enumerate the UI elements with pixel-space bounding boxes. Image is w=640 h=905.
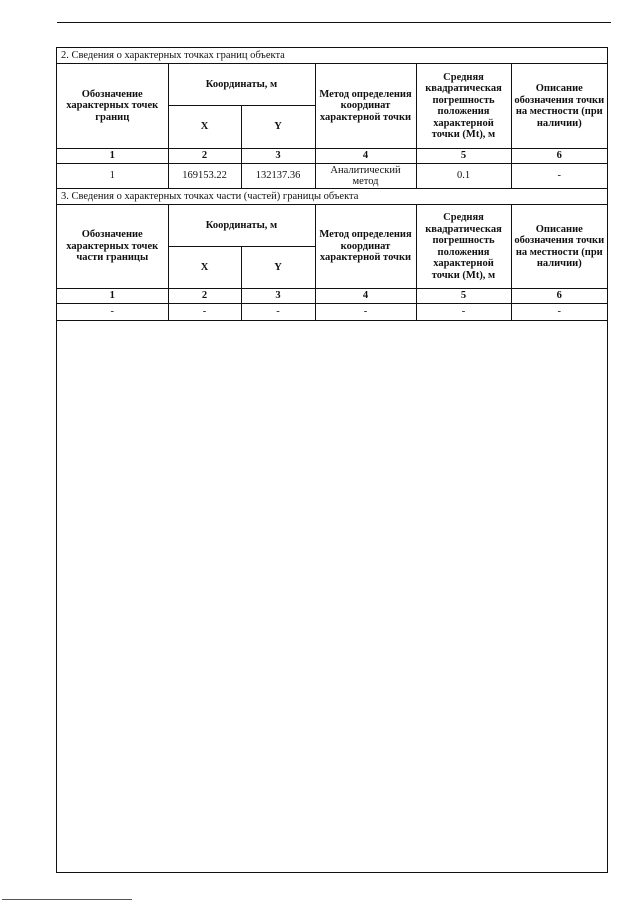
section3-header-row-1 <box>57 205 607 247</box>
section2-header-description: Описание обозначения точки на местности (при наличии) <box>511 64 607 149</box>
section3-x: - <box>168 304 241 321</box>
top-rule <box>57 22 611 23</box>
section3-colnum-1: 1 <box>57 289 168 304</box>
table-row <box>57 164 607 189</box>
section2-colnum-3: 3 <box>241 149 315 164</box>
section3-header-description: Описание обозначения точки на местности (при наличии) <box>511 205 607 289</box>
section3-header-x: X <box>168 247 241 289</box>
section3-colnum-6: 6 <box>511 289 607 304</box>
section3-title-row <box>57 189 607 205</box>
section3-title: 3. Сведения о характерных точках части (частей) границы объекта <box>57 189 607 205</box>
section2-colnum-1: 1 <box>57 149 168 164</box>
section3-description: - <box>511 304 607 321</box>
section3-column-numbers <box>57 289 607 304</box>
section3-error: - <box>416 304 511 321</box>
section2-y: 132137.36 <box>241 164 315 189</box>
section3-header-error: Средняя квадратическая погрешность положения характерной точки (Mt), м <box>416 205 511 289</box>
footnote-rule <box>2 899 132 900</box>
section3-colnum-5: 5 <box>416 289 511 304</box>
section2-colnum-2: 2 <box>168 149 241 164</box>
section2-colnum-5: 5 <box>416 149 511 164</box>
document-frame <box>56 47 608 873</box>
section2-header-y: Y <box>241 106 315 149</box>
section3-y: - <box>241 304 315 321</box>
section2-colnum-6: 6 <box>511 149 607 164</box>
section3-colnum-4: 4 <box>315 289 416 304</box>
section2-x: 169153.22 <box>168 164 241 189</box>
section2-method: Аналитический метод <box>315 164 416 189</box>
section3-method: - <box>315 304 416 321</box>
section2-title: 2. Сведения о характерных точках границ объекта <box>57 48 607 64</box>
section3-header-designation: Обозначение характерных точек части границы <box>57 205 168 289</box>
section2-header-coordinates: Координаты, м <box>168 64 315 106</box>
section2-error: 0.1 <box>416 164 511 189</box>
section3-header-method: Метод определения координат характерной точки <box>315 205 416 289</box>
section3-colnum-3: 3 <box>241 289 315 304</box>
section3-header-coordinates: Координаты, м <box>168 205 315 247</box>
points-table <box>57 48 607 321</box>
section2-title-row <box>57 48 607 64</box>
section3-point: - <box>57 304 168 321</box>
section3-header-y: Y <box>241 247 315 289</box>
section2-header-designation: Обозначение характерных точек границ <box>57 64 168 149</box>
table-row <box>57 304 607 321</box>
section2-header-error: Средняя квадратическая погрешность положения характерной точки (Mt), м <box>416 64 511 149</box>
section2-column-numbers <box>57 149 607 164</box>
section2-point: 1 <box>57 164 168 189</box>
section3-colnum-2: 2 <box>168 289 241 304</box>
section2-header-row-1 <box>57 64 607 106</box>
section2-header-x: X <box>168 106 241 149</box>
section2-description: - <box>511 164 607 189</box>
section2-header-method: Метод определения координат характерной точки <box>315 64 416 149</box>
section2-colnum-4: 4 <box>315 149 416 164</box>
